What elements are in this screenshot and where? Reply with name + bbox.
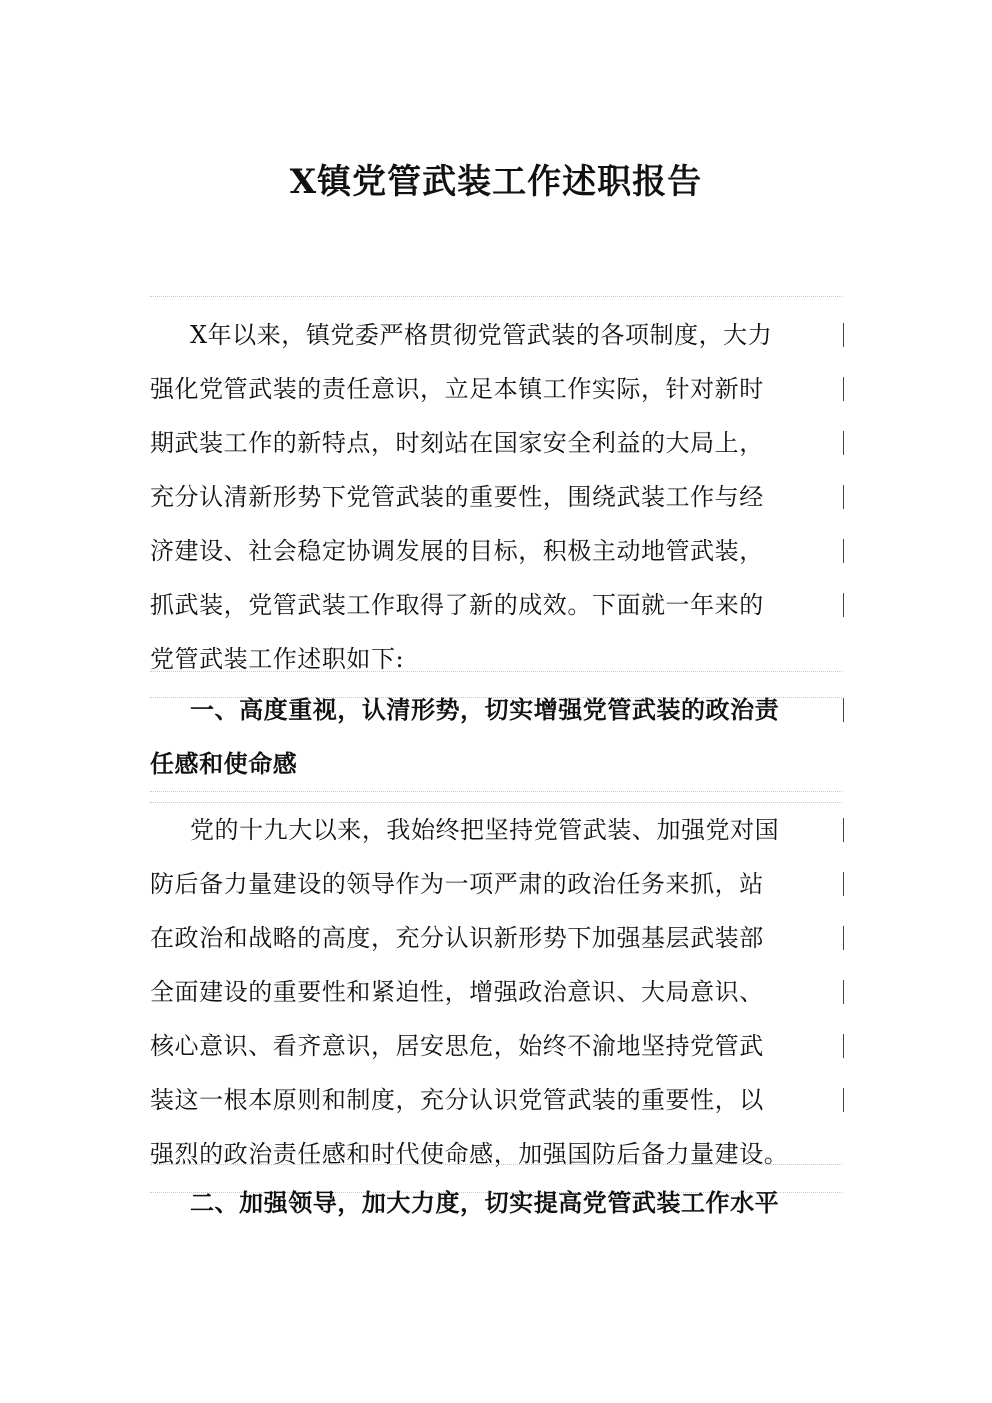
paragraph-line: 强烈的政治责任感和时代使命感，加强国防后备力量建设。 <box>150 1140 789 1168</box>
paragraph-line: 强化党管武装的责任意识，立足本镇工作实际，针对新时 <box>150 362 842 416</box>
paragraph-line: 党管武装工作述职如下: <box>150 645 405 673</box>
text-boundary-marker <box>843 818 844 842</box>
paragraph-line: 装这一根本原则和制度，充分认识党管武装的重要性，以 <box>150 1073 842 1127</box>
section-2-heading <box>150 1164 842 1241</box>
text-boundary-marker <box>843 872 844 896</box>
text-boundary-marker <box>843 377 844 401</box>
heading-line: 二、加强领导，加大力度，切实提高党管武装工作水平 <box>190 1188 780 1217</box>
text-boundary-marker <box>843 1088 844 1112</box>
text-boundary-marker <box>843 593 844 617</box>
section-1-paragraph <box>150 791 842 1193</box>
text-boundary-marker <box>843 1034 844 1058</box>
paragraph-line: 济建设、社会稳定协调发展的目标，积极主动地管武装， <box>150 524 842 578</box>
text-boundary-marker <box>843 926 844 950</box>
text-boundary-marker <box>843 323 844 347</box>
paragraph-line: 核心意识、看齐意识，居安思危，始终不渝地坚持党管武 <box>150 1019 842 1073</box>
paragraph-line: 全面建设的重要性和紧迫性，增强政治意识、大局意识、 <box>150 965 842 1019</box>
paragraph-line: X年以来，镇党委严格贯彻党管武装的各项制度，大力 <box>150 308 842 362</box>
heading-line: 任感和使命感 <box>150 749 298 778</box>
text-boundary-marker <box>843 485 844 509</box>
paragraph-line: 防后备力量建设的领导作为一项严肃的政治任务来抓，站 <box>150 857 842 911</box>
intro-paragraph <box>150 296 842 698</box>
text-boundary-marker <box>843 431 844 455</box>
text-boundary-marker <box>843 980 844 1004</box>
heading-line: 一、高度重视，认清形势，切实增强党管武装的政治责 <box>150 683 842 737</box>
paragraph-line: 抓武装，党管武装工作取得了新的成效。下面就一年来的 <box>150 578 842 632</box>
section-1-heading <box>150 671 842 803</box>
paragraph-line: 充分认清新形势下党管武装的重要性，围绕武装工作与经 <box>150 470 842 524</box>
paragraph-line: 在政治和战略的高度，充分认识新形势下加强基层武装部 <box>150 911 842 965</box>
paragraph-line: 期武装工作的新特点，时刻站在国家安全利益的大局上， <box>150 416 842 470</box>
text-boundary-marker <box>843 539 844 563</box>
paragraph-line: 党的十九大以来，我始终把坚持党管武装、加强党对国 <box>150 803 842 857</box>
document-title: X镇党管武装工作述职报告 <box>289 162 703 202</box>
text-boundary-marker <box>843 698 844 722</box>
